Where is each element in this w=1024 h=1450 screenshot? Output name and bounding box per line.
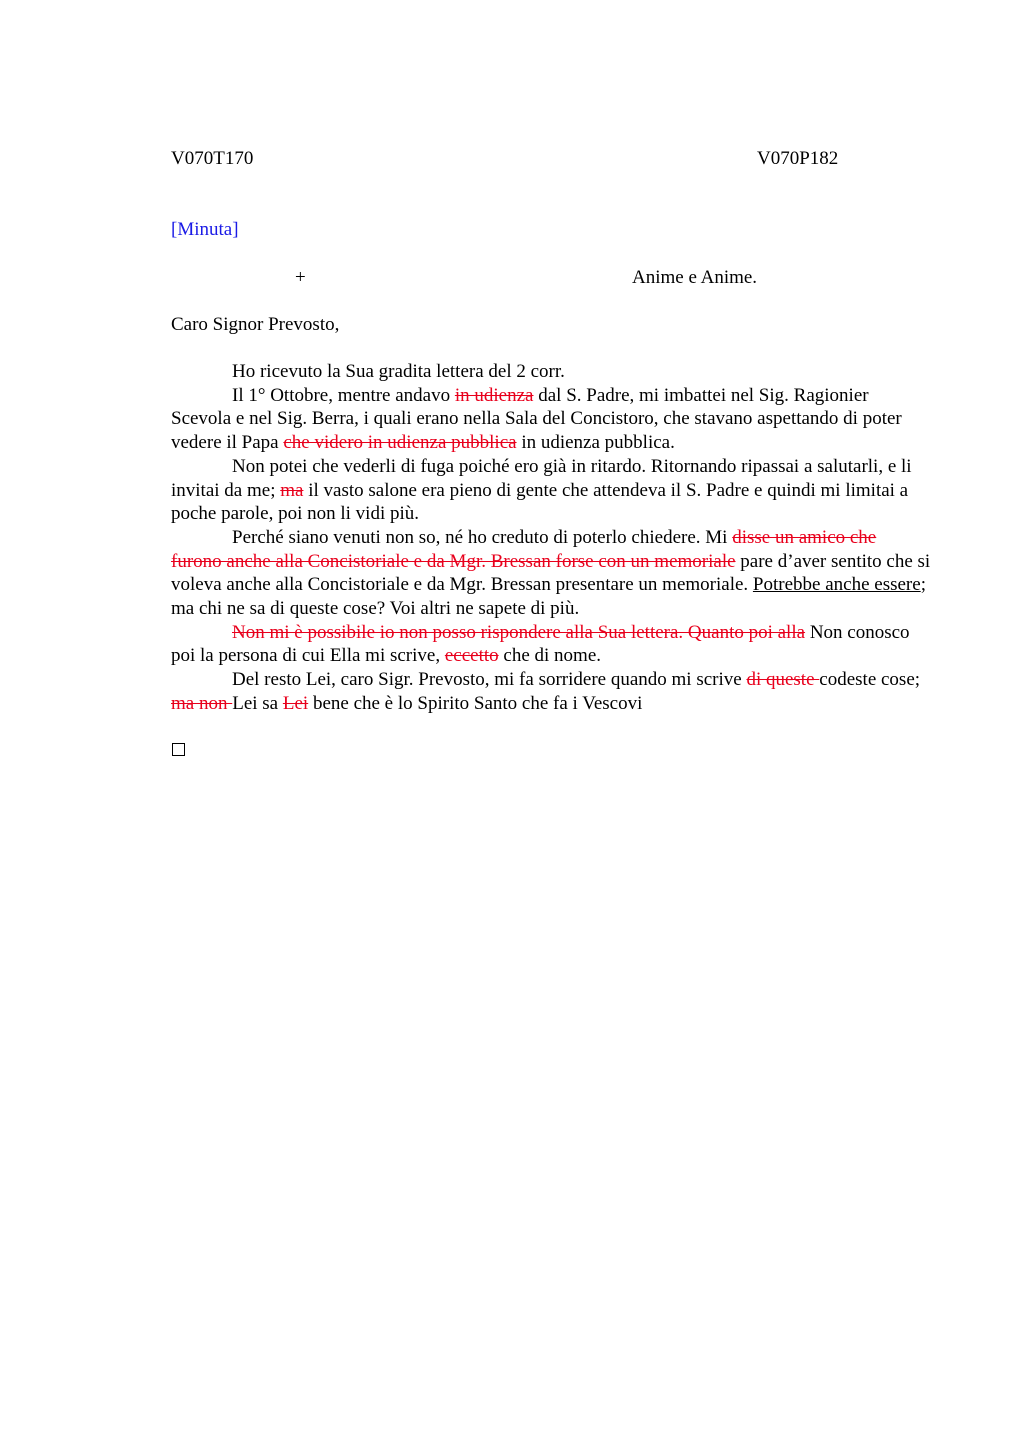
deleted-text: Non mi è possibile io non posso rispondere alla Sua lettera. Quanto poi alla (232, 621, 806, 643)
text-run: che di nome. (498, 645, 601, 667)
paragraph-2 (171, 384, 931, 455)
document-code-right: V070P182 (757, 148, 839, 169)
text-run: Del resto Lei, caro Sigr. Prevosto, mi fa sorridere quando mi scrive (232, 669, 747, 691)
text-run: il vasto salone era pieno di gente che attendeva il S. Padre e quindi mi limitai a poche parole, poi non li vidi più. (171, 479, 909, 525)
text-run: codeste cose; (819, 669, 921, 691)
paragraph-3 (171, 455, 931, 526)
paragraph-4 (171, 526, 931, 621)
deleted-text: in udienza (454, 384, 534, 406)
deleted-text: che videro in udienza pubblica (283, 432, 517, 454)
motto: Anime e Anime. (632, 267, 758, 288)
deleted-text: eccetto (444, 645, 499, 667)
text-run: Lei sa (232, 692, 283, 714)
text-run: dal S. Padre, mi imbattei nel Sig. Ragionier Scevola e nel Sig. Berra, i quali erano nella Sala del Concistoro, che stavano aspettando di poter vedere il Papa (171, 384, 902, 454)
deleted-text: Lei (282, 692, 309, 714)
text-run: bene che è lo Spirito Santo che fa i Vescovi (308, 692, 643, 714)
text-run: Non potei che vederli di fuga poiché ero già in ritardo. Ritornando ripassai a salutarli, e li invitai da me; (171, 455, 912, 501)
paragraph-5 (171, 621, 931, 668)
deleted-text: ma (280, 479, 304, 501)
letter-body (171, 360, 931, 716)
text-run: Il 1° Ottobre, mentre andavo (232, 384, 455, 406)
text-run: in udienza pubblica. (516, 432, 675, 454)
cross-mark: + (295, 267, 306, 288)
empty-checkbox-icon (172, 743, 185, 756)
deleted-text: di queste (746, 669, 820, 691)
deleted-text: ma non (171, 692, 233, 714)
document-code-left: V070T170 (171, 148, 254, 169)
paragraph-6 (171, 668, 931, 715)
underlined-text: Potrebbe anche essere (752, 574, 921, 596)
minuta-label: [Minuta] (171, 219, 239, 240)
text-run: ; ma chi ne sa di queste cose? Voi altri ne sapete di più. (171, 574, 926, 620)
text-run: pare d’aver sentito che si voleva anche alla Concistoriale e da Mgr. Bressan presentare un memoriale. (171, 550, 931, 596)
text-run: Perché siano venuti non so, né ho creduto di poterlo chiedere. Mi (232, 526, 733, 548)
paragraph-1 (171, 360, 931, 384)
text-run: Non conosco poi la persona di cui Ella mi scrive, (171, 621, 910, 667)
text-run: Ho ricevuto la Sua gradita lettera del 2 corr. (232, 361, 565, 382)
deleted-text: disse un amico che furono anche alla Concistoriale e da Mgr. Bressan forse con un memoriale (171, 526, 877, 572)
salutation: Caro Signor Prevosto, (171, 314, 340, 335)
